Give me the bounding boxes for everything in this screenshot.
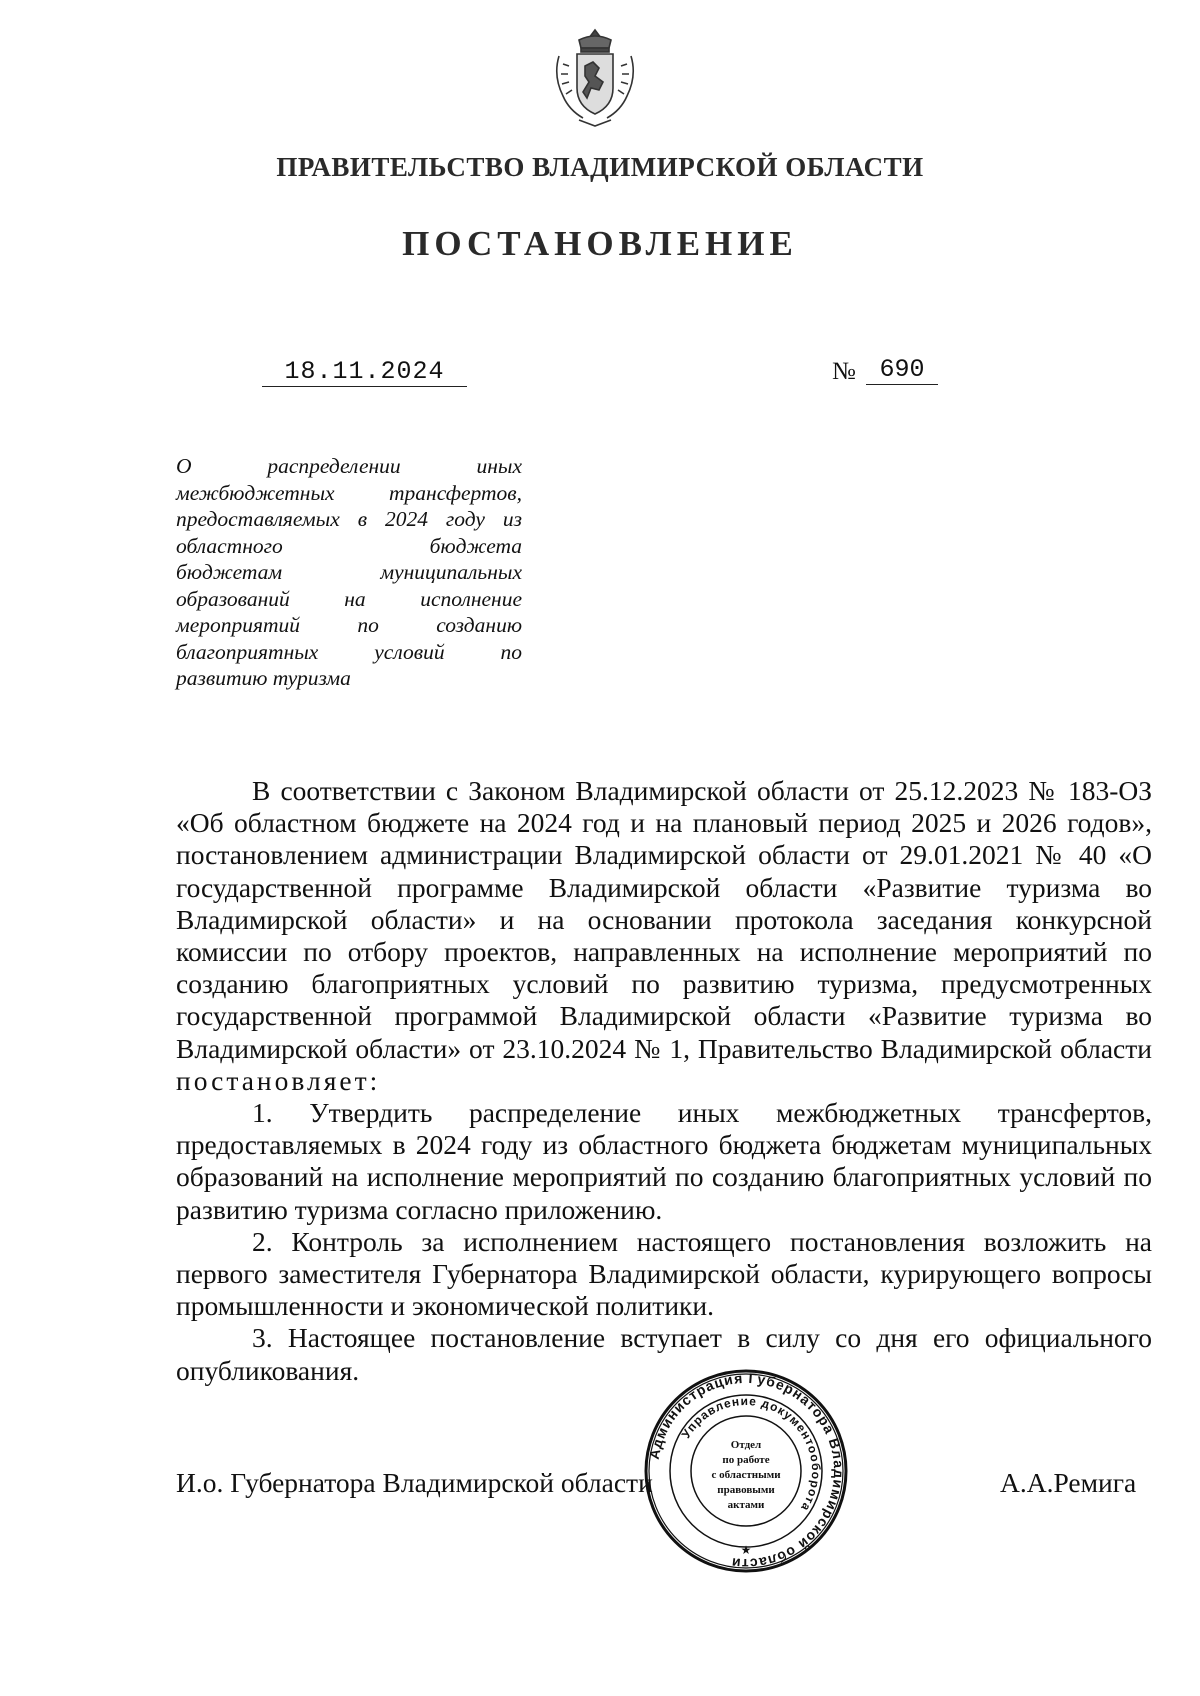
subject-line: бюджетам муниципальных: [176, 560, 522, 584]
document-number: 690: [866, 356, 938, 385]
signatory-name: А.А.Ремига: [1000, 1467, 1137, 1498]
subject-line: благоприятных условий по: [176, 639, 522, 664]
subject-line: развитию туризма: [176, 666, 351, 690]
stamp-star-icon: ★: [740, 1543, 752, 1557]
subject-line: областного бюджета: [176, 533, 522, 558]
stamp-outer-text: Администрация Губернатора Владимирской области: [645, 1369, 848, 1573]
stamp-center-line: правовыми: [717, 1484, 775, 1496]
item-2-paragraph: 2. Контроль за исполнением настоящего постановления возложить на первого заместителя Губернатора Владимирской области, курирующего вопросы промышленности и экономической политики.: [176, 1225, 1152, 1322]
document-date: 18.11.2024: [262, 358, 467, 387]
stamp-inner-text: Управление документооборота: [678, 1393, 824, 1515]
subject-line: межбюджетных трансфертов,: [176, 480, 522, 505]
subject-line: мероприятий по созданию: [176, 613, 522, 637]
decree-word: постановляет:: [176, 1064, 381, 1096]
subject-line: предоставляемых в 2024 году из: [176, 507, 522, 531]
item-3-paragraph: 3. Настоящее постановление вступает в силу со дня его официального опубликования.: [176, 1322, 1152, 1386]
item-1-paragraph: 1. Утвердить распределение иных межбюджетных трансфертов, предоставляемых в 2024 году из областного бюджета бюджетам муниципальных образований на исполнение мероприятий по созданию благоприятных условий по развитию туризма согласно приложению.: [176, 1097, 1152, 1225]
document-number-label: №: [832, 358, 856, 385]
stamp-center-line: по работе: [722, 1454, 770, 1466]
official-stamp: [643, 1368, 849, 1574]
subject-line: О распределении иных: [176, 454, 522, 478]
stamp-center-line: актами: [727, 1499, 765, 1511]
subject-line: образований на исполнение: [176, 586, 522, 611]
organization-title: ПРАВИТЕЛЬСТВО ВЛАДИМИРСКОЙ ОБЛАСТИ: [276, 152, 924, 182]
signatory-position: И.о. Губернатора Владимирской области: [176, 1467, 653, 1498]
document-subject: [176, 453, 522, 692]
document-type-title: ПОСТАНОВЛЕНИЕ: [402, 224, 798, 263]
preamble-paragraph: [176, 775, 1152, 1097]
preamble-text: В соответствии с Законом Владимирской области от 25.12.2023 № 183-ОЗ «Об областном бюджете на 2024 год и на плановый период 2025 и 2026 годов», постановлением администрации Владимирской области от 29.01.2021 № 40 «О государственной программе Владимирской области «Развитие туризма во Владимирской области» и на основании протокола заседания конкурсной комиссии по отбору проектов, направленных на исполнение мероприятий по созданию благоприятных условий по развитию туризма, предусмотренных государственной программой Владимирской области «Развитие туризма во Владимирской области» от 23.10.2024 № 1, Правительство Владимирской области: [176, 775, 1152, 1064]
coat-of-arms-emblem: [549, 26, 641, 130]
stamp-center-line: Отдел: [730, 1439, 762, 1451]
document-body: [176, 775, 1152, 1387]
stamp-center-line: с областными: [711, 1469, 781, 1481]
